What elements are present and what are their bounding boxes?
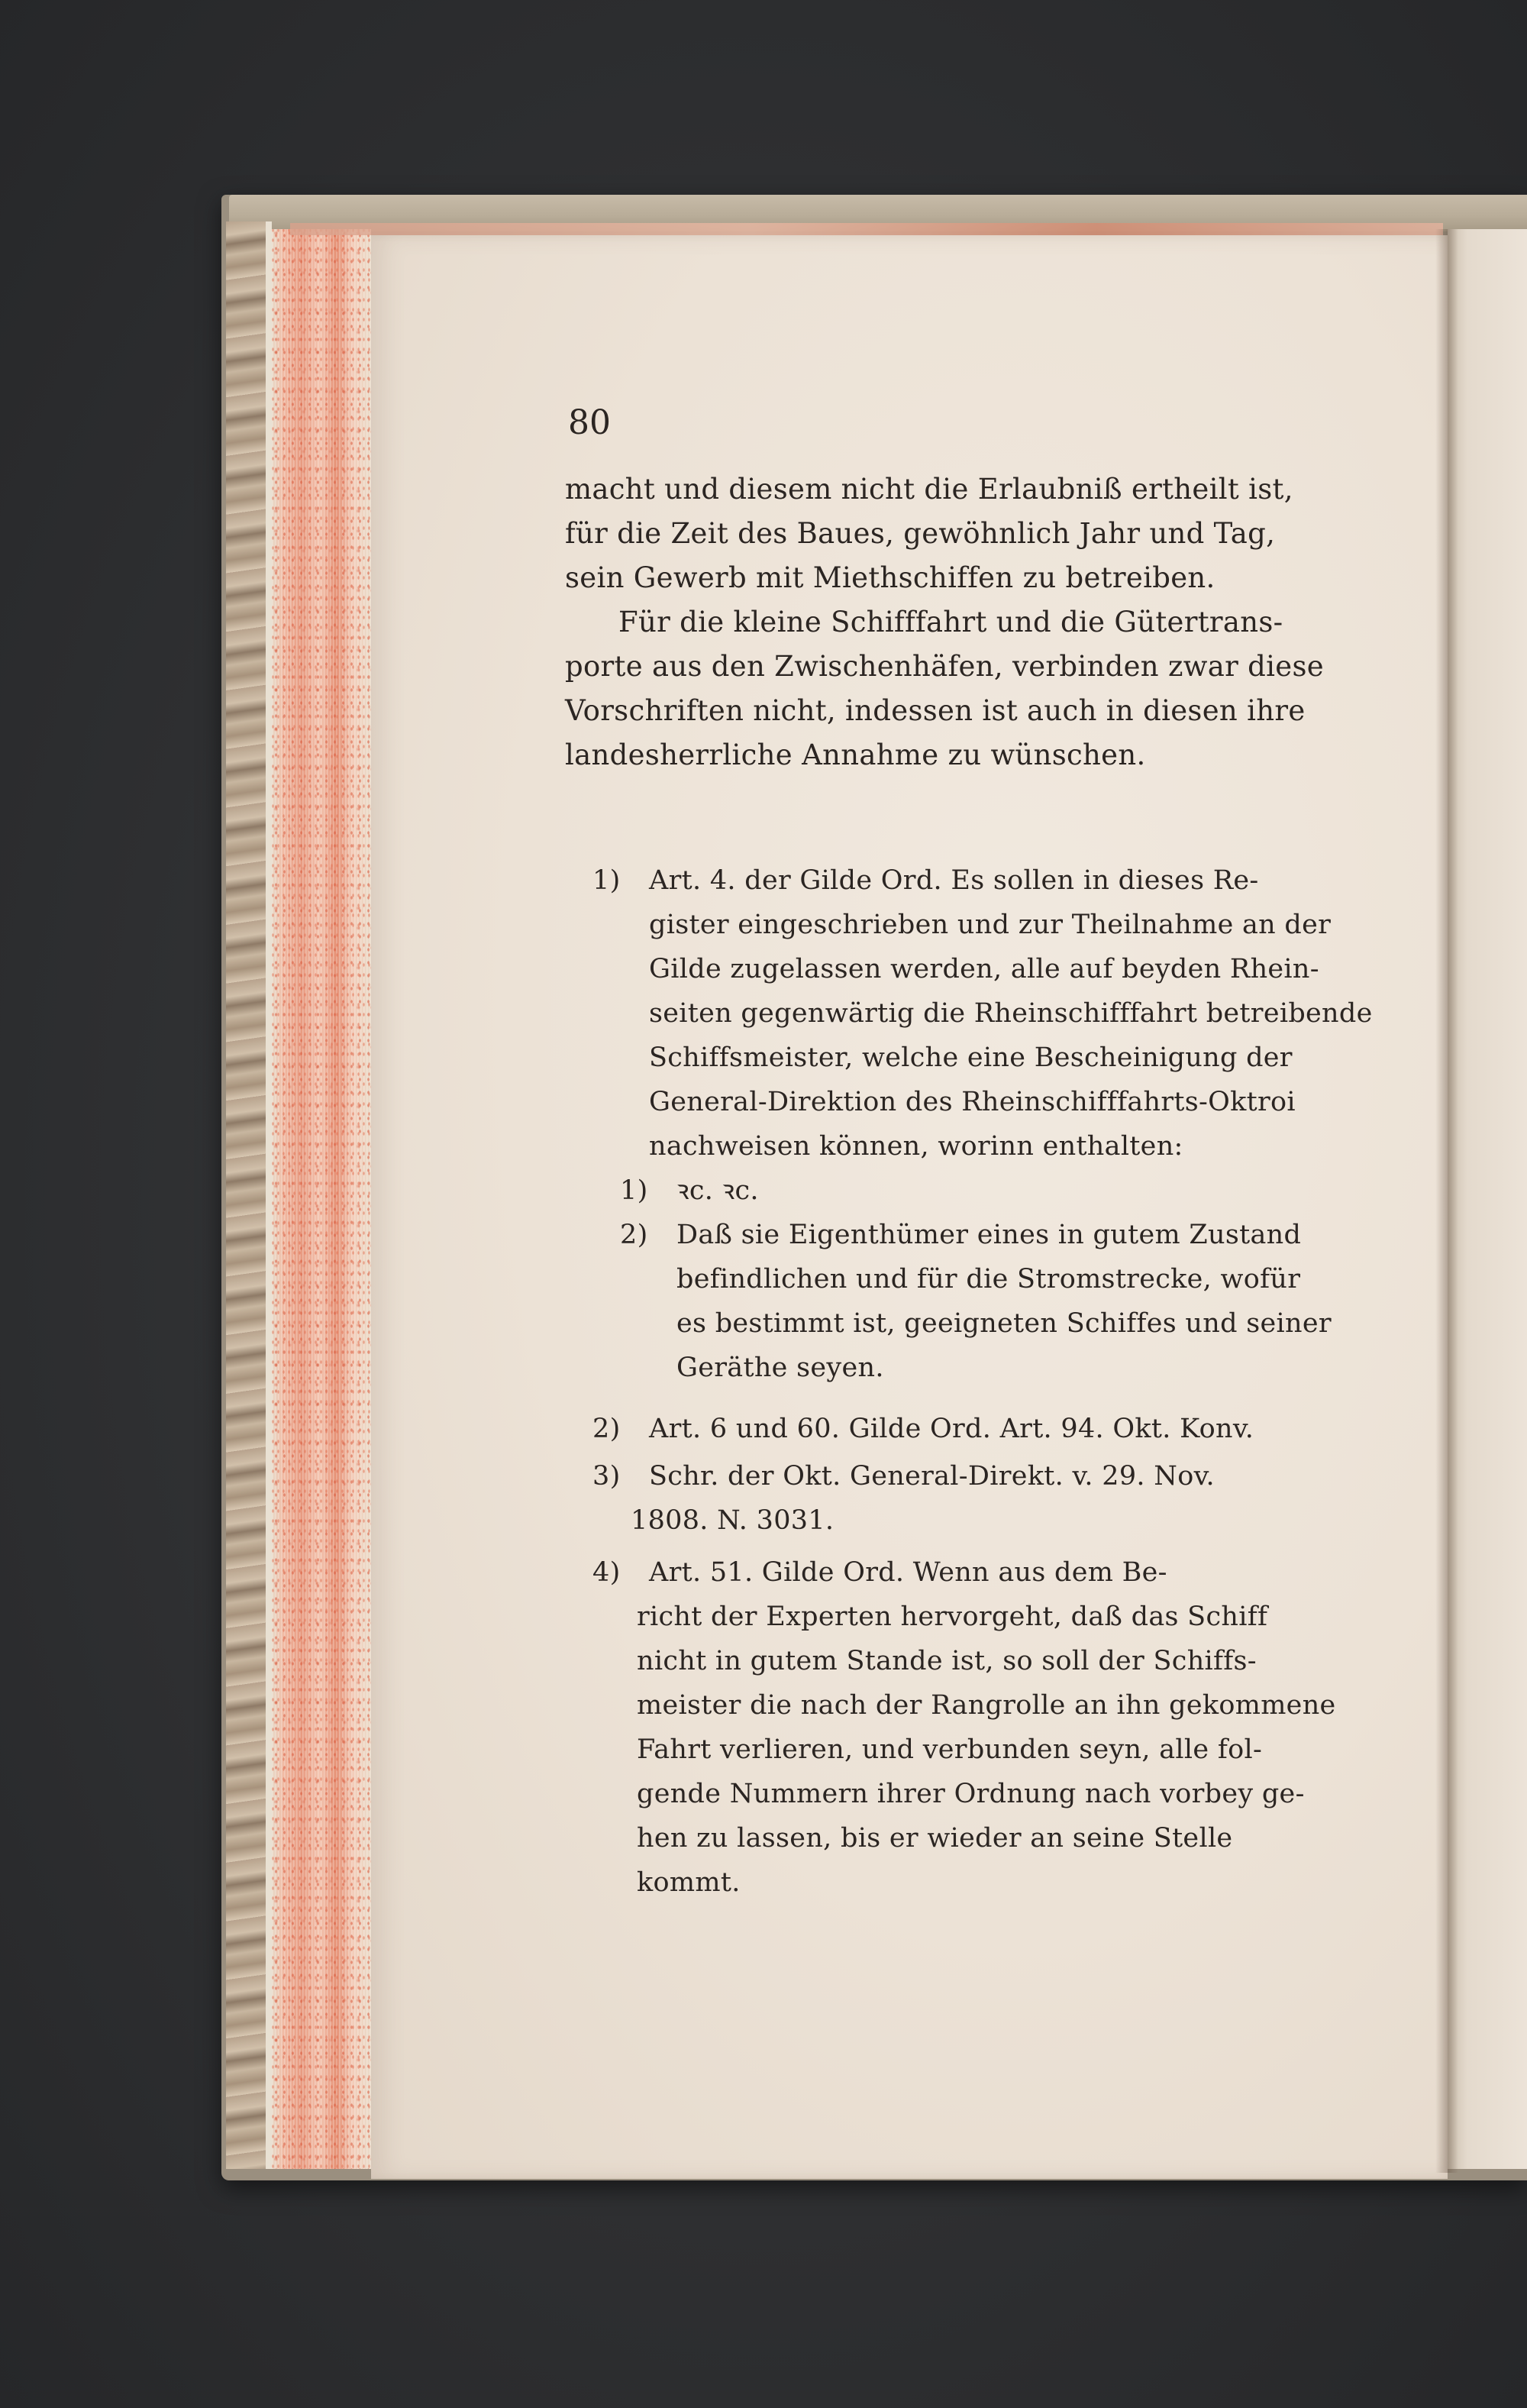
sub-item-marker: 1) [620, 1175, 648, 1206]
paragraph-2 [565, 600, 1390, 777]
footnote-4 [592, 1550, 1394, 1905]
text-line: sein Gewerb mit Miethschiffen zu betreiben. [565, 561, 1215, 594]
footnote-text: Art. 4. der Gilde Ord. Es sollen in dieses Re- [649, 865, 1259, 896]
top-page-edges [290, 223, 1443, 235]
footnote-line [592, 858, 1394, 903]
footnote-line: meister die nach der Rangrolle an ihn gekommene [637, 1690, 1336, 1721]
text-line: Vorschriften nicht, indessen ist auch in diesen ihre [565, 694, 1306, 727]
footnote-line: gende Nummern ihrer Ordnung nach vorbey ge- [637, 1779, 1305, 1809]
sub-item-text: Daß sie Eigenthümer eines in gutem Zustand [676, 1220, 1302, 1250]
sub-item-marker: 2) [620, 1220, 648, 1250]
footnote-marker: 4) [592, 1557, 621, 1588]
footnote-line: gister eingeschrieben und zur Theilnahme an der [649, 910, 1332, 940]
footnote-marker: 2) [592, 1414, 621, 1444]
footnote-line: Fahrt verlieren, und verbunden seyn, alle fol- [637, 1734, 1263, 1765]
sub-item-line: Geräthe seyen. [676, 1353, 884, 1383]
sub-item-1 [592, 1168, 1394, 1213]
paragraph-1 [565, 467, 1390, 600]
footnote-line: kommt. [637, 1867, 741, 1898]
text-line: porte aus den Zwischenhäfen, verbinden zwar diese [565, 650, 1324, 683]
footnote-1 [592, 858, 1394, 1390]
sub-item-2 [592, 1213, 1394, 1257]
footnote-text: Art. 51. Gilde Ord. Wenn aus dem Be- [649, 1557, 1167, 1588]
footnote-line: Gilde zugelassen werden, alle auf beyden Rhein- [649, 954, 1319, 984]
sub-item-line: befindlichen und für die Stromstrecke, wofür [676, 1264, 1301, 1295]
footnote-3 [592, 1454, 1394, 1543]
footnote-line: richt der Experten hervorgeht, daß das Schiff [637, 1602, 1268, 1632]
footnote-line: 1808. N. 3031. [631, 1505, 835, 1536]
page-gutter-shadow [1435, 229, 1458, 2173]
footnote-marker: 3) [592, 1461, 621, 1492]
footnote-text: Schr. der Okt. General-Direkt. v. 29. Nov. [649, 1461, 1215, 1492]
footnote-marker: 1) [592, 865, 621, 896]
sprinkled-page-edges [272, 229, 371, 2169]
text-line: landesherrliche Annahme zu wünschen. [565, 739, 1146, 771]
footnote-line: Schiffsmeister, welche eine Bescheinigung der [649, 1042, 1293, 1073]
footnote-line [592, 1550, 1394, 1595]
sub-item-line: es bestimmt ist, geeigneten Schiffes und seiner [676, 1308, 1332, 1339]
page-number: 80 [568, 403, 611, 442]
footnote-line: seiten gegenwärtig die Rheinschifffahrt betreibende [649, 998, 1373, 1029]
footnote-text: Art. 6 und 60. Gilde Ord. Art. 94. Okt. Konv. [649, 1414, 1254, 1444]
facing-page-sliver [1448, 229, 1527, 2169]
text-line: Für die kleine Schifffahrt und die Gütertrans- [618, 606, 1283, 638]
footnote-2 [592, 1407, 1394, 1451]
footnote-line: hen zu lassen, bis er wieder an seine Stelle [637, 1823, 1233, 1854]
footnote-line: nachweisen können, worinn enthalten: [649, 1131, 1183, 1162]
text-line: für die Zeit des Baues, gewöhnlich Jahr und Tag, [565, 517, 1276, 550]
text-line: macht und diesem nicht die Erlaubniß ertheilt ist, [565, 473, 1293, 506]
footnote-line: General-Direktion des Rheinschifffahrts-Oktroi [649, 1087, 1296, 1117]
footnote-line [592, 1454, 1394, 1498]
board-inner-line [266, 221, 272, 2169]
footnote-line [592, 1407, 1394, 1451]
marbled-board-edge [226, 221, 266, 2169]
sub-item-text: ꝛc. ꝛc. [676, 1175, 759, 1206]
footnote-line: nicht in gutem Stande ist, so soll der Schiffs- [637, 1646, 1257, 1676]
